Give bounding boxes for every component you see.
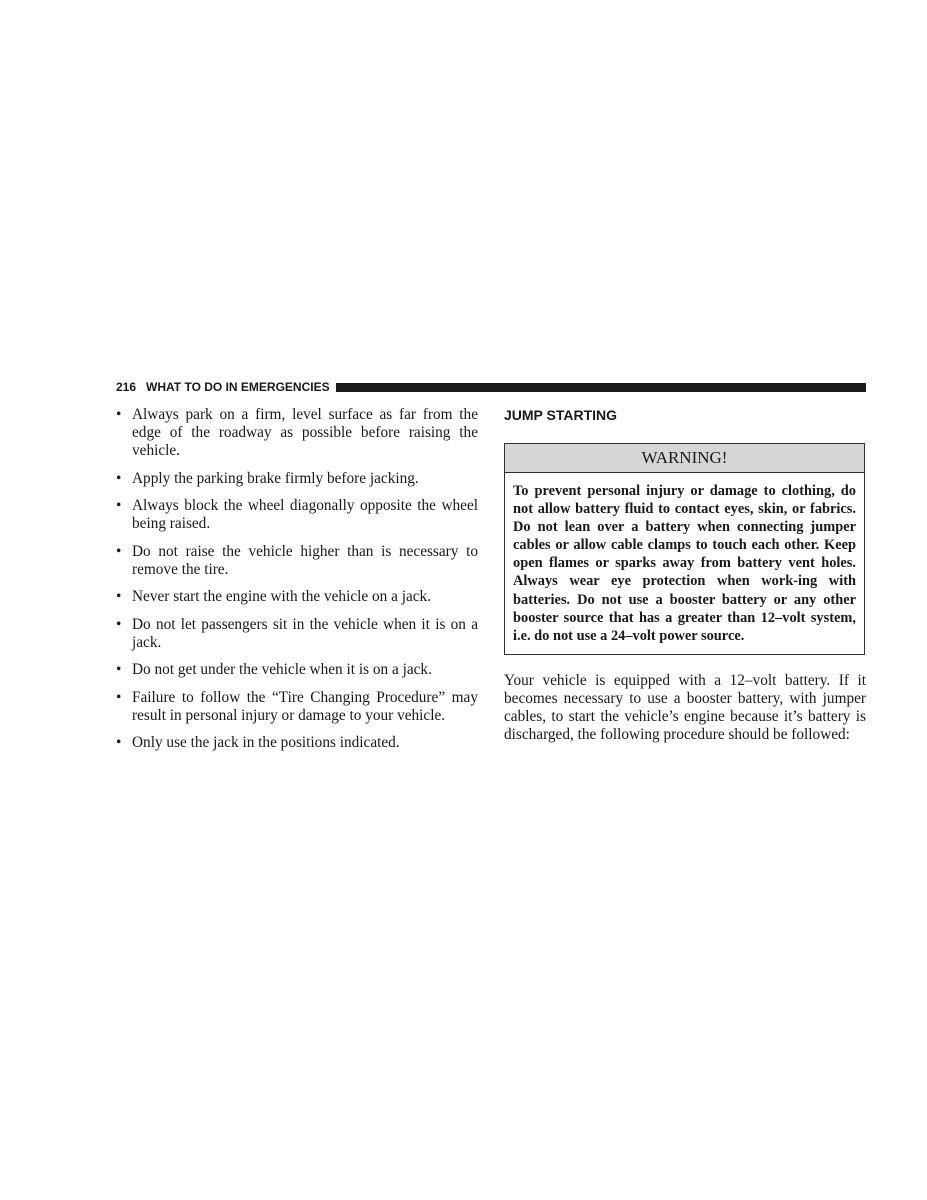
list-item	[116, 734, 478, 752]
warning-title: WARNING!	[505, 444, 864, 473]
section-title: WHAT TO DO IN EMERGENCIES	[146, 380, 330, 394]
warning-text: To prevent personal injury or damage to clothing, do not allow battery fluid to contact eyes, skin, or fabrics. Do not lean over a battery when connecting jumper cables or allow cable clamps to touch each other. Keep open flames or sparks away from battery vent holes. Always wear eye protection when work-ing with batteries. Do not use a booster battery or any other booster source that has a greater than 12–volt system, i.e. do not use a 24–volt power source.	[513, 483, 856, 644]
bullet-icon: •	[116, 542, 122, 560]
list-item-text: Never start the engine with the vehicle on a jack.	[132, 588, 432, 606]
list-item	[116, 497, 478, 533]
list-item-text: Do not get under the vehicle when it is on a jack.	[132, 661, 432, 679]
list-item	[116, 661, 478, 679]
list-item-text: Do not let passengers sit in the vehicle when it is on a jack.	[132, 615, 478, 651]
list-item	[116, 588, 478, 606]
list-item	[116, 689, 478, 725]
bullet-icon: •	[116, 588, 122, 606]
warning-box	[504, 443, 865, 655]
bullet-icon: •	[116, 615, 122, 633]
list-item-text: Do not raise the vehicle higher than is necessary to remove the tire.	[132, 542, 478, 578]
list-item-text: Always block the wheel diagonally opposite the wheel being raised.	[132, 497, 478, 533]
bullet-icon: •	[116, 497, 122, 515]
list-item	[116, 470, 478, 488]
intro-paragraph: Your vehicle is equipped with a 12–volt battery. If it becomes necessary to use a booster battery, with jumper cables, to start the vehicle’s engine because it’s battery is discharged, the following procedure should be followed:	[504, 671, 866, 744]
section-heading: JUMP STARTING	[504, 407, 618, 423]
list-item	[116, 543, 478, 579]
list-item-text: Failure to follow the “Tire Changing Procedure” may result in personal injury or damage to your vehicle.	[132, 688, 478, 724]
bullet-icon: •	[116, 734, 122, 752]
list-item	[116, 616, 478, 652]
bullet-icon: •	[116, 661, 122, 679]
list-item	[116, 406, 478, 461]
bullet-icon: •	[116, 688, 122, 706]
jump-starting-section	[504, 406, 866, 760]
list-item-text: Always park on a firm, level surface as far from the edge of the roadway as possible before raising the vehicle.	[132, 406, 478, 460]
running-header	[116, 379, 866, 395]
bullet-icon: •	[116, 406, 122, 423]
list-item-text: Apply the parking brake firmly before jacking.	[132, 469, 419, 487]
page-number: 216	[116, 380, 137, 394]
bullet-icon: •	[116, 469, 122, 487]
bullet-list	[116, 406, 478, 753]
header-rule	[336, 383, 866, 392]
jacking-precautions	[116, 406, 478, 762]
list-item-text: Only use the jack in the positions indicated.	[132, 734, 400, 752]
